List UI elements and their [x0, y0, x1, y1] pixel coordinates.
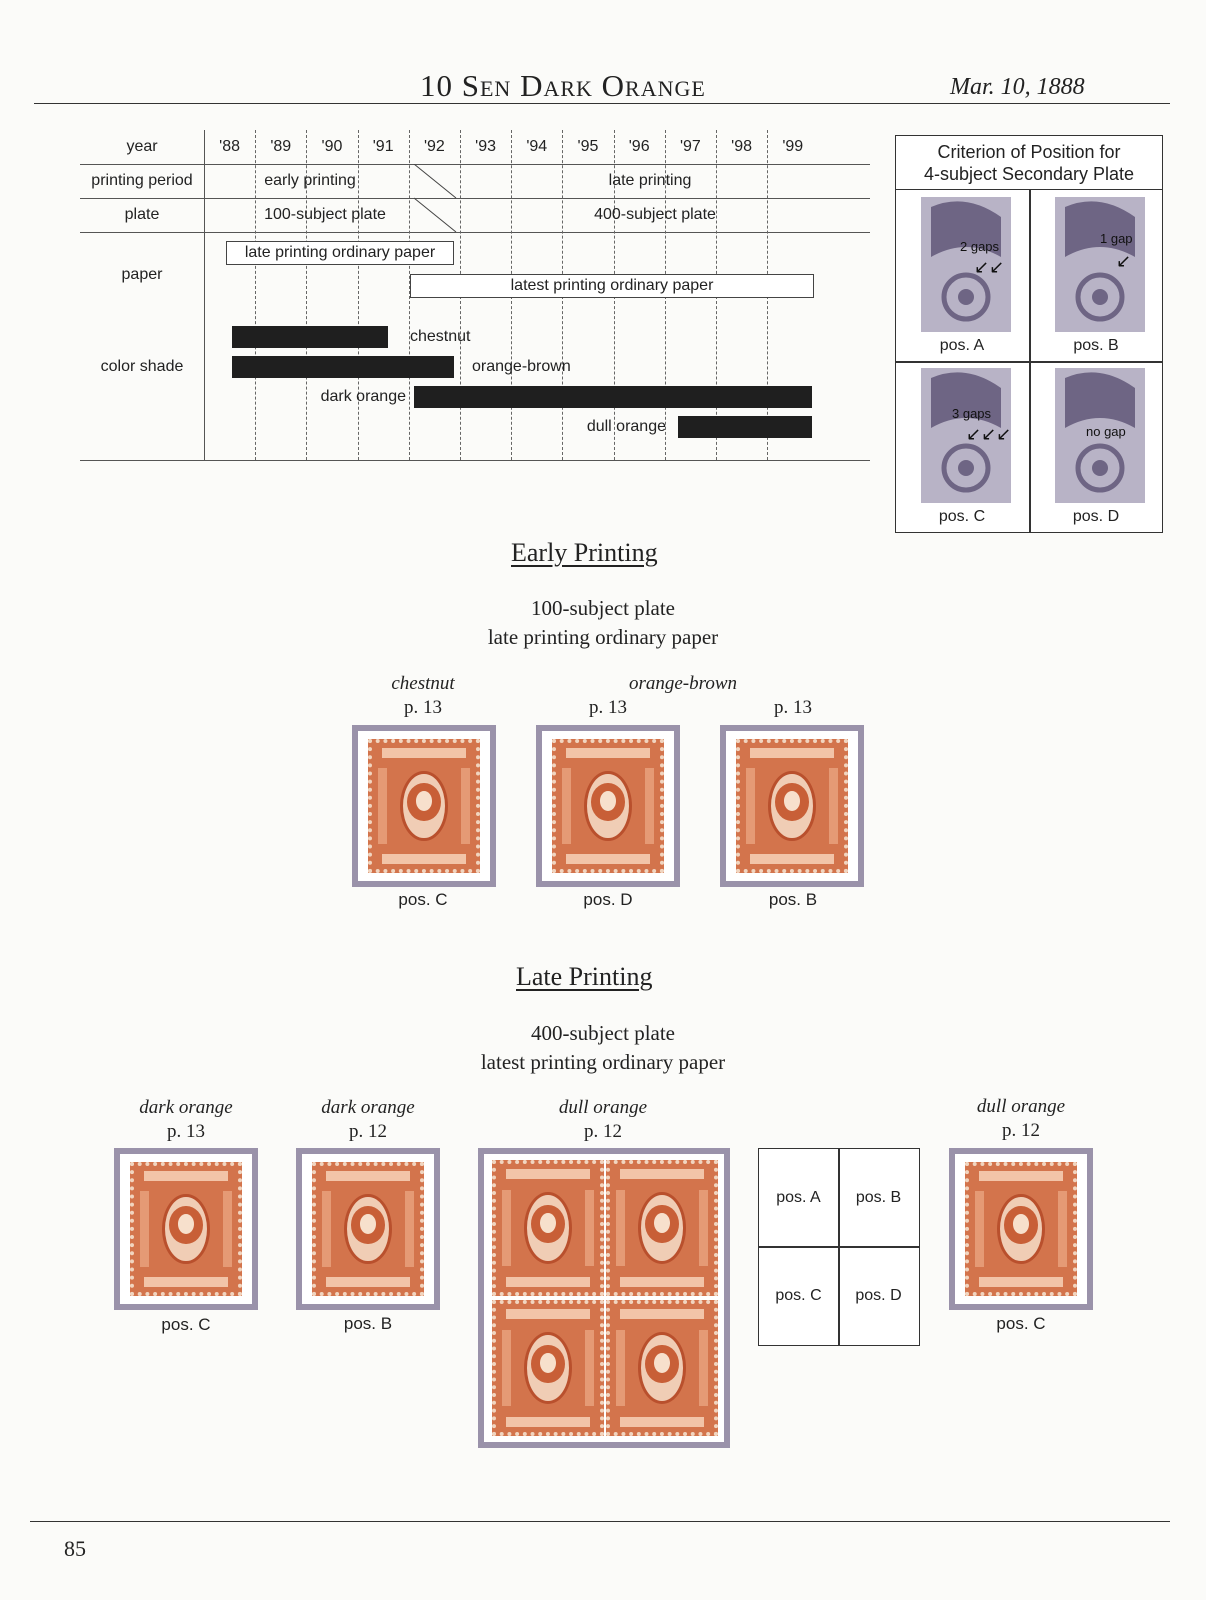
timeline-rule — [80, 232, 870, 233]
year-label: '94 — [526, 138, 548, 155]
perforation-label: p. 12 — [1002, 1120, 1040, 1141]
arrow-icon: ↙↙↙ — [966, 424, 1012, 444]
perforation-label: p. 12 — [584, 1121, 622, 1142]
row-label-period: printing period — [91, 172, 193, 189]
perforation-label: p. 13 — [167, 1121, 205, 1142]
year-label: '93 — [475, 138, 497, 155]
row-label-paper: paper — [121, 266, 163, 283]
criterion-label: pos. B — [1073, 337, 1119, 354]
stamp-mount — [352, 725, 496, 887]
criterion-note: no gap — [1086, 424, 1126, 439]
year-label: '92 — [423, 138, 445, 155]
criterion-label: pos. D — [1072, 508, 1120, 525]
stamp-mount — [296, 1148, 440, 1310]
arrow-icon: ↙↙ — [974, 257, 1005, 277]
late-printing-heading: Late Printing — [516, 962, 653, 991]
label-dull-orange: dull orange — [586, 418, 666, 435]
perforation-label: p. 12 — [349, 1121, 387, 1142]
paper-latest-printing-box: latest printing ordinary paper — [410, 274, 814, 298]
shade-label: dull orange — [976, 1096, 1066, 1117]
bar-dull-orange — [678, 416, 812, 438]
stamp-block — [484, 1154, 724, 1442]
timeline-chart — [80, 130, 870, 470]
early-paper-subtitle: late printing ordinary paper — [487, 625, 719, 649]
criterion-label: pos. A — [939, 337, 985, 354]
criterion-corner-image — [1055, 197, 1145, 332]
criterion-cell-a — [896, 191, 1028, 361]
shade-label: orange-brown — [628, 673, 738, 694]
perforation-label: p. 13 — [774, 697, 812, 718]
plate-early: 100-subject plate — [264, 206, 386, 223]
shade-label: dark orange — [321, 1097, 415, 1118]
label-orange-brown: orange-brown — [472, 358, 571, 375]
period-late: late printing — [608, 172, 692, 189]
stamp-image — [606, 1160, 718, 1296]
position-label: pos. B — [343, 1314, 393, 1333]
criterion-label: pos. C — [938, 508, 986, 525]
paper-late-printing-box: late printing ordinary paper — [226, 241, 454, 265]
row-label-plate: plate — [124, 206, 160, 223]
year-label: '99 — [782, 138, 804, 155]
issue-date: Mar. 10, 1888 — [950, 74, 1085, 100]
grid-cell-a: pos. A — [776, 1189, 821, 1206]
stamp-image — [492, 1300, 604, 1436]
grid-cell-d: pos. D — [855, 1287, 902, 1304]
criterion-title-line1: Criterion of Position for — [937, 142, 1121, 162]
year-label: '95 — [577, 138, 599, 155]
criterion-cell-d — [1030, 362, 1162, 532]
label-dark-orange: dark orange — [320, 388, 406, 405]
criterion-note: 2 gaps — [960, 239, 1000, 254]
plate-late: 400-subject plate — [594, 206, 716, 223]
stamp-image — [965, 1162, 1077, 1296]
year-label: '97 — [679, 138, 701, 155]
year-label: '91 — [372, 138, 394, 155]
position-legend-grid — [758, 1148, 920, 1346]
early-printing-heading: Early Printing — [511, 538, 658, 567]
page-title: 10 Sen Dark Orange — [420, 68, 706, 103]
stamp-image — [606, 1300, 718, 1436]
shade-label: dull orange — [558, 1097, 648, 1118]
stamp-image — [492, 1160, 604, 1296]
position-label: pos. C — [996, 1314, 1046, 1333]
stamp-block-mount — [478, 1148, 730, 1448]
criterion-note: 3 gaps — [952, 406, 992, 421]
year-label: '88 — [219, 138, 241, 155]
early-plate-subtitle: 100-subject plate — [530, 596, 676, 620]
stamp-mount — [536, 725, 680, 887]
shade-label: dark orange — [139, 1097, 233, 1118]
period-early: early printing — [264, 172, 356, 189]
year-label: '98 — [731, 138, 753, 155]
label-chestnut: chestnut — [410, 328, 471, 345]
timeline-rule — [80, 460, 870, 461]
criterion-cell-c — [896, 362, 1028, 532]
bar-orange-brown — [232, 356, 454, 378]
timeline-rule — [80, 198, 870, 199]
timeline-rule — [80, 164, 870, 165]
position-label: pos. C — [398, 890, 448, 909]
criterion-cell-b — [1030, 191, 1162, 361]
year-label: '96 — [628, 138, 650, 155]
stamp-mount — [949, 1148, 1093, 1310]
stamp-image — [552, 739, 664, 873]
bar-dark-orange — [414, 386, 812, 408]
stamp-mount — [114, 1148, 258, 1310]
footer-rule — [30, 1521, 1170, 1522]
late-paper-subtitle: latest printing ordinary paper — [480, 1050, 726, 1074]
year-label: '89 — [270, 138, 292, 155]
criterion-title — [896, 136, 1162, 190]
stamp-image — [736, 739, 848, 873]
criterion-panel — [895, 135, 1163, 533]
label-column-rule — [204, 130, 205, 460]
perforation-label: p. 13 — [404, 697, 442, 718]
row-label-color: color shade — [100, 358, 184, 375]
bar-chestnut — [232, 326, 388, 348]
arrow-icon: ↙ — [1116, 251, 1132, 271]
stamp-mount — [720, 725, 864, 887]
position-label: pos. D — [583, 890, 633, 909]
criterion-title-line2: 4-subject Secondary Plate — [923, 164, 1135, 184]
grid-cell-b: pos. B — [855, 1189, 902, 1206]
late-plate-subtitle: 400-subject plate — [530, 1021, 676, 1045]
row-label-year: year — [126, 138, 158, 155]
criterion-note: 1 gap — [1100, 231, 1133, 246]
year-label: '90 — [321, 138, 343, 155]
position-label: pos. B — [768, 890, 818, 909]
position-label: pos. C — [161, 1315, 211, 1334]
perforation-label: p. 13 — [589, 697, 627, 718]
page-number: 85 — [64, 1536, 86, 1561]
stamp-image — [130, 1162, 242, 1296]
grid-cell-c: pos. C — [775, 1287, 822, 1304]
header-rule — [34, 103, 1170, 104]
stamp-image — [368, 739, 480, 873]
stamp-image — [312, 1162, 424, 1296]
shade-label: chestnut — [391, 673, 455, 694]
